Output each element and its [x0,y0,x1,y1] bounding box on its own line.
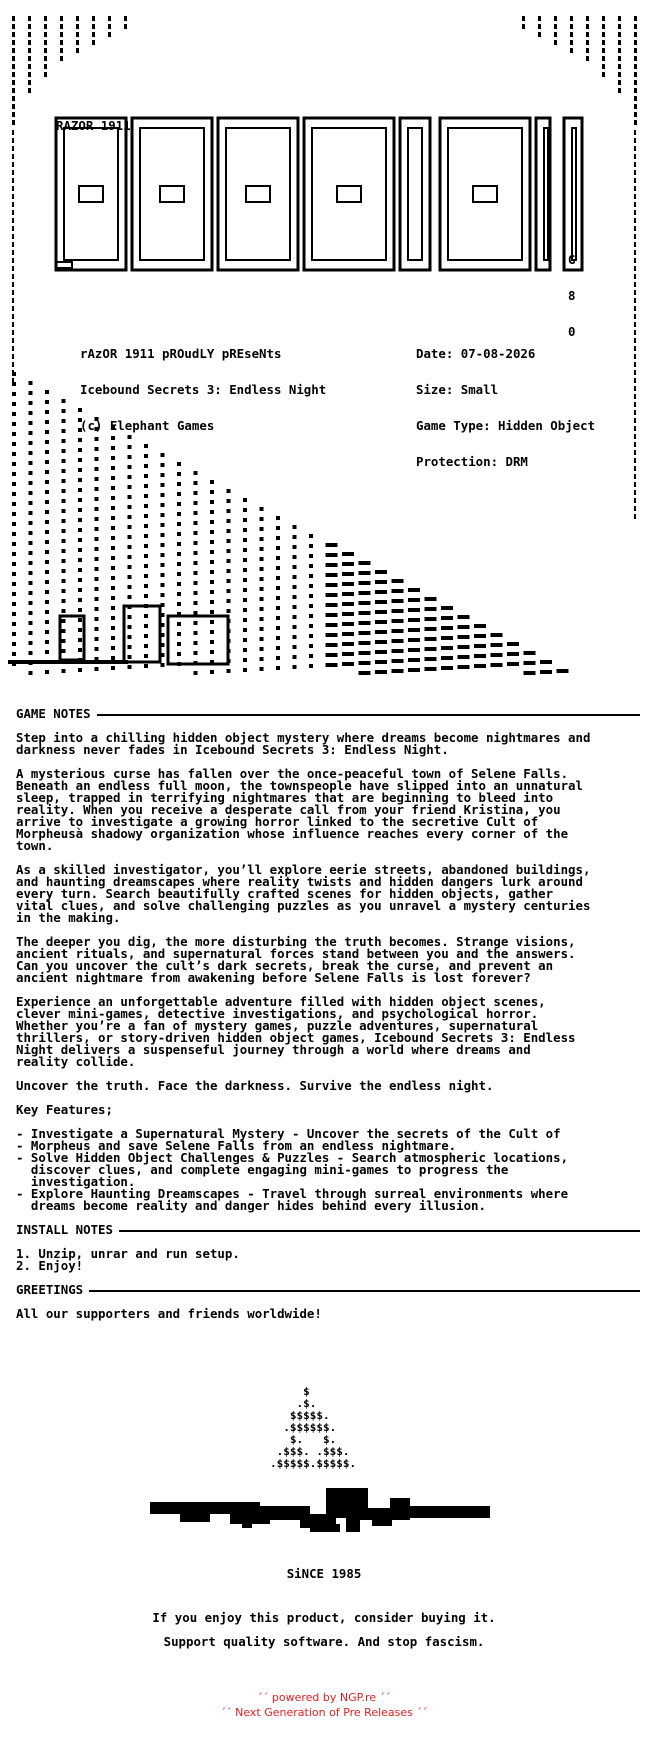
release-info [80,324,326,444]
footer-logo-art [150,1488,490,1542]
support-notice: Support quality software. And stop fascism. [163,1634,485,1649]
greetings-header [16,1284,640,1298]
dollar-triangle-art: $ .$. $$$$$. .$$$$$$. $. $. .$$$. .$$$. .$$$$$.$$$$$. [270,1385,357,1470]
group-label: RAZOR 1911 [56,118,131,133]
game-notes-header [16,708,640,722]
presents-line: rAzOR 1911 pROudLY pREseNts [80,346,282,361]
powered-by-link[interactable]: ´´ powered by NGP.re ´´ [257,1691,391,1704]
ngp-tagline: ´´ Next Generation of Pre Releases ´´ [220,1706,428,1719]
key-features-heading: Key Features; [16,1102,113,1117]
release-date: Date: 07-08-2026 [416,346,536,361]
razor-logo-art [56,118,582,270]
buy-notice: If you enjoy this product, consider buying it. [152,1610,496,1625]
divider [16,1290,640,1292]
logo-side-text: G 8 0 [568,252,576,339]
section-title: GAME NOTES [16,708,97,720]
notes-paragraph: As a skilled investigator, you’ll explore eerie streets, abandoned buildings, and haunting dreamscapes where reality twists and hidden dangers lurk around every turn. Search beautifully crafted scenes for hidden objects, gather vital clues, and solve challenging puzzles as you unravel a mystery centuries in the making. [16,862,591,925]
game-title: Icebound Secrets 3: Endless Night [80,382,327,397]
section-title: GREETINGS [16,1284,89,1296]
release-size: Size: Small [416,382,499,397]
publisher: (c) Elephant Games [80,418,215,433]
notes-paragraph: Uncover the truth. Face the darkness. Survive the endless night. [16,1078,494,1093]
notes-paragraph: A mysterious curse has fallen over the once-peaceful town of Selene Falls. Beneath an endless full moon, the townspeople have slipped into an unnatural sleep, trapped in terrifying nightmares that are beginning to bleed into reality. When you receive a desperate call from your friend Kristina, you arrive to investigate a growing horror linked to the secretive Cult of Morpheusà shadowy organization whose influence reaches every corner of the town. [16,766,583,853]
greetings-text: All our supporters and friends worldwide! [16,1306,322,1321]
protection: Protection: DRM [416,454,528,469]
divider [16,714,640,716]
release-meta [416,324,595,480]
section-title: INSTALL NOTES [16,1224,119,1236]
key-features-list: - Investigate a Supernatural Mystery - Uncover the secrets of the Cult of - Morpheus and save Selene Falls from an endless nightmare. - Solve Hidden Object Challenges & Puzzles - Search atmospheric locations, discover clues, and complete engaging mini-games to progress the investigation. - Explore Haunting Dreamscapes - Travel through surreal environments where dreams become reality and danger hides behind every illusion. [16,1126,569,1213]
game-type: Game Type: Hidden Object [416,418,596,433]
notes-paragraph: Step into a chilling hidden object mystery where dreams become nightmares and darkness never fades in Icebound Secrets 3: Endless Night. [16,730,591,757]
install-steps: 1. Unzip, unrar and run setup. 2. Enjoy! [16,1246,240,1273]
notes-paragraph: Experience an unforgettable adventure filled with hidden object scenes, clever mini-games, detective investigations, and psychological horror. Whether you’re a fan of mystery games, puzzle adventures, supernatural thrillers, or story-driven hidden object games, Icebound Secrets 3: Endless Night delivers a suspenseful journey through a world where dreams and reality collide. [16,994,576,1069]
since-text: SiNCE 1985 [286,1566,362,1581]
notes-paragraph: The deeper you dig, the more disturbing the truth becomes. Strange visions, ancient rituals, and supernatural forces stand between you and the answers. Can you uncover the cult’s dark secrets, break the curse, and prevent an ancient nightmare from awakening before Selene Falls is lost forever? [16,934,576,985]
install-notes-header [16,1224,640,1238]
